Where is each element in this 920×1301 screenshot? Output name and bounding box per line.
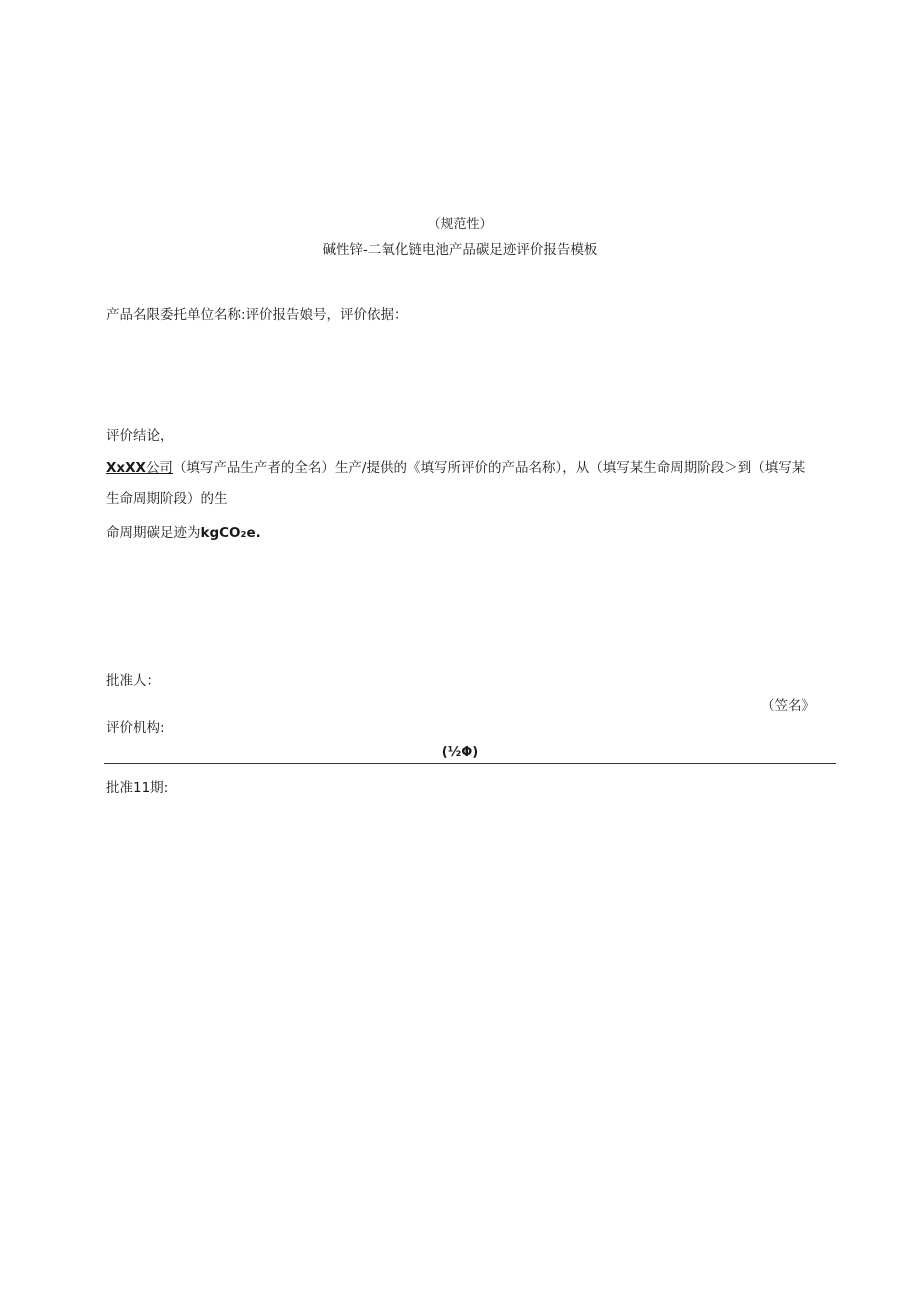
conclusion-line-1-text: （填写产品生产者的全名）生产/提供的《填写所评价的产品名称），从（填写某生命周期阶段＞到（填写某	[172, 460, 806, 476]
conclusion-line-3	[106, 521, 261, 541]
company-name: XxXX	[106, 460, 146, 476]
evaluation-org-label: 评价机构:	[106, 720, 165, 736]
company-suffix: 公司	[145, 460, 173, 476]
conclusion-label: 评价结论，	[106, 428, 174, 444]
carbon-footprint-unit: kgCO₂e.	[200, 525, 261, 541]
approver-label: 批准人：	[106, 673, 160, 689]
conclusion-line-1	[106, 456, 831, 476]
product-meta-line: 产品名限委托单位名称:评价报告娘号，评价依据：	[106, 307, 408, 323]
approval-date-label: 批准11期:	[106, 780, 169, 796]
document-subtitle: （规范性）	[427, 217, 493, 232]
seal-note: (½Φ)	[441, 745, 479, 760]
document-title: 碱性锌-二氧化链电池产品碳足迹评价报告模板	[322, 242, 598, 258]
carbon-footprint-prefix: 命周期碳足迹为	[106, 525, 201, 541]
divider-line	[104, 763, 836, 764]
conclusion-line-2: 生命周期阶段）的生	[106, 491, 228, 507]
signature-note: （笠名》	[761, 698, 815, 714]
